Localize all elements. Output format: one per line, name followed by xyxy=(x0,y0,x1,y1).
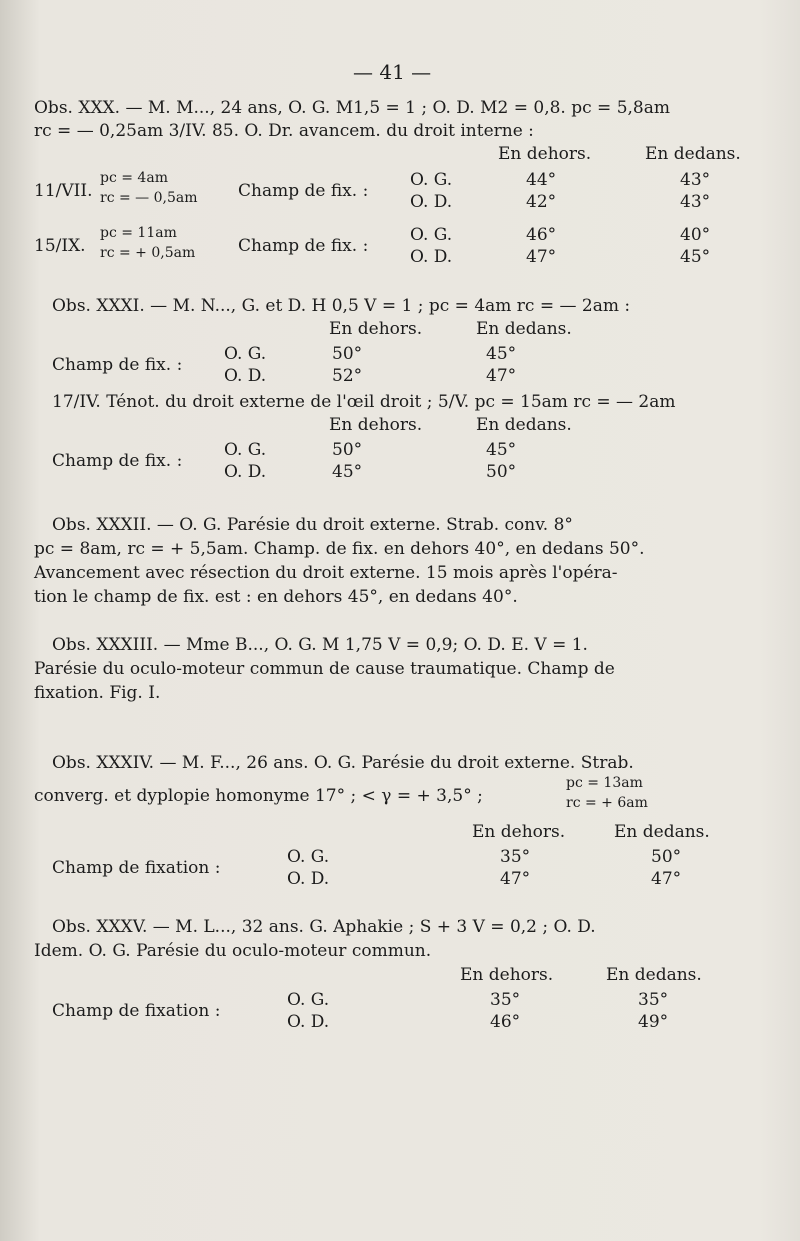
obs34-line2: converg. et dyplopie homonyme 17° ; < γ = + 3,5° ; xyxy=(34,786,483,806)
obs31-od1-in: 47° xyxy=(486,366,517,386)
obs34-header-in: En dedans. xyxy=(614,822,710,842)
obs30-line1: Obs. XXX. — M. M..., 24 ans, O. G. M1,5 = 1 ; O. D. M2 = 0,8. pc = 5,8am xyxy=(34,98,670,118)
obs30-header-in: En dedans. xyxy=(645,144,741,164)
obs30-row1-od: O. D. xyxy=(410,192,453,212)
obs31-od2: O. D. xyxy=(224,462,267,482)
obs30-row2-label: Champ de fix. : xyxy=(238,236,369,256)
obs33-line3: fixation. Fig. I. xyxy=(34,683,161,703)
obs35-line1: Obs. XXXV. — M. L..., 32 ans. G. Aphakie ; S + 3 V = 0,2 ; O. D. xyxy=(52,917,596,937)
obs30-row1-od-in: 43° xyxy=(680,192,711,212)
obs35-line2: Idem. O. G. Parésie du oculo-moteur commun. xyxy=(34,941,432,961)
obs31-og1-in: 45° xyxy=(486,344,517,364)
obs34-og: O. G. xyxy=(287,847,330,867)
obs30-row1-og-out: 44° xyxy=(526,170,557,190)
obs31-og2-out: 50° xyxy=(332,440,363,460)
obs31-header-in: En dedans. xyxy=(476,319,572,339)
obs30-row1-rc: rc = — 0,5am xyxy=(100,190,198,206)
obs30-header-out: En dehors. xyxy=(498,144,592,164)
obs30-row2-date: 15/IX. xyxy=(34,236,86,256)
page-number: — 41 — xyxy=(353,60,432,84)
obs31-header2-out: En dehors. xyxy=(329,415,423,435)
obs31-od2-out: 45° xyxy=(332,462,363,482)
obs30-row2-og-in: 40° xyxy=(680,225,711,245)
obs34-header-out: En dehors. xyxy=(472,822,566,842)
obs35-od-in: 49° xyxy=(638,1012,669,1032)
obs35-header-out: En dehors. xyxy=(460,965,554,985)
obs31-label2: Champ de fix. : xyxy=(52,451,183,471)
obs33-line1: Obs. XXXIII. — Mme B..., O. G. M 1,75 V = 0,9; O. D. E. V = 1. xyxy=(52,635,588,655)
obs32-line1: Obs. XXXII. — O. G. Parésie du droit externe. Strab. conv. 8° xyxy=(52,515,573,535)
obs30-row1-og-in: 43° xyxy=(680,170,711,190)
obs30-row1-og: O. G. xyxy=(410,170,453,190)
obs34-og-in: 50° xyxy=(651,847,682,867)
obs34-frac-pc: pc = 13am xyxy=(566,775,643,791)
obs34-frac-rc: rc = + 6am xyxy=(566,795,648,811)
obs31-od1: O. D. xyxy=(224,366,267,386)
obs31-og1: O. G. xyxy=(224,344,267,364)
obs30-row2-og: O. G. xyxy=(410,225,453,245)
obs31-header-out: En dehors. xyxy=(329,319,423,339)
obs34-line1: Obs. XXXIV. — M. F..., 26 ans. O. G. Parésie du droit externe. Strab. xyxy=(52,753,634,773)
obs34-og-out: 35° xyxy=(500,847,531,867)
obs30-line2: rc = — 0,25am 3/IV. 85. O. Dr. avancem. du droit interne : xyxy=(34,121,534,141)
obs34-od-in: 47° xyxy=(651,869,682,889)
obs32-line2: pc = 8am, rc = + 5,5am. Champ. de fix. en dehors 40°, en dedans 50°. xyxy=(34,539,645,559)
obs35-og-out: 35° xyxy=(490,990,521,1010)
obs31-og1-out: 50° xyxy=(332,344,363,364)
obs35-og: O. G. xyxy=(287,990,330,1010)
obs32-line4: tion le champ de fix. est : en dehors 45°, en dedans 40°. xyxy=(34,587,518,607)
obs34-od: O. D. xyxy=(287,869,330,889)
obs32-line3: Avancement avec résection du droit externe. 15 mois après l'opéra- xyxy=(34,563,618,583)
obs35-od-out: 46° xyxy=(490,1012,521,1032)
obs34-label: Champ de fixation : xyxy=(52,858,221,878)
obs35-label: Champ de fixation : xyxy=(52,1001,221,1021)
obs30-row2-rc: rc = + 0,5am xyxy=(100,245,196,261)
obs35-od: O. D. xyxy=(287,1012,330,1032)
obs30-row1-date: 11/VII. xyxy=(34,181,93,201)
obs31-header2-in: En dedans. xyxy=(476,415,572,435)
obs30-row2-og-out: 46° xyxy=(526,225,557,245)
obs31-od2-in: 50° xyxy=(486,462,517,482)
obs30-row1-label: Champ de fix. : xyxy=(238,181,369,201)
obs30-row1-od-out: 42° xyxy=(526,192,557,212)
obs33-line2: Parésie du oculo-moteur commun de cause traumatique. Champ de xyxy=(34,659,615,679)
obs31-line1: Obs. XXXI. — M. N..., G. et D. H 0,5 V = 1 ; pc = 4am rc = — 2am : xyxy=(52,296,631,316)
obs34-od-out: 47° xyxy=(500,869,531,889)
obs35-og-in: 35° xyxy=(638,990,669,1010)
obs31-og2-in: 45° xyxy=(486,440,517,460)
obs30-row1-pc: pc = 4am xyxy=(100,170,168,186)
obs31-label1: Champ de fix. : xyxy=(52,355,183,375)
obs30-row2-od-out: 47° xyxy=(526,247,557,267)
obs35-header-in: En dedans. xyxy=(606,965,702,985)
obs31-line2: 17/IV. Ténot. du droit externe de l'œil droit ; 5/V. pc = 15am rc = — 2am xyxy=(52,392,676,412)
obs30-row2-od-in: 45° xyxy=(680,247,711,267)
obs31-od1-out: 52° xyxy=(332,366,363,386)
obs31-og2: O. G. xyxy=(224,440,267,460)
obs30-row2-od: O. D. xyxy=(410,247,453,267)
obs30-row2-pc: pc = 11am xyxy=(100,225,177,241)
